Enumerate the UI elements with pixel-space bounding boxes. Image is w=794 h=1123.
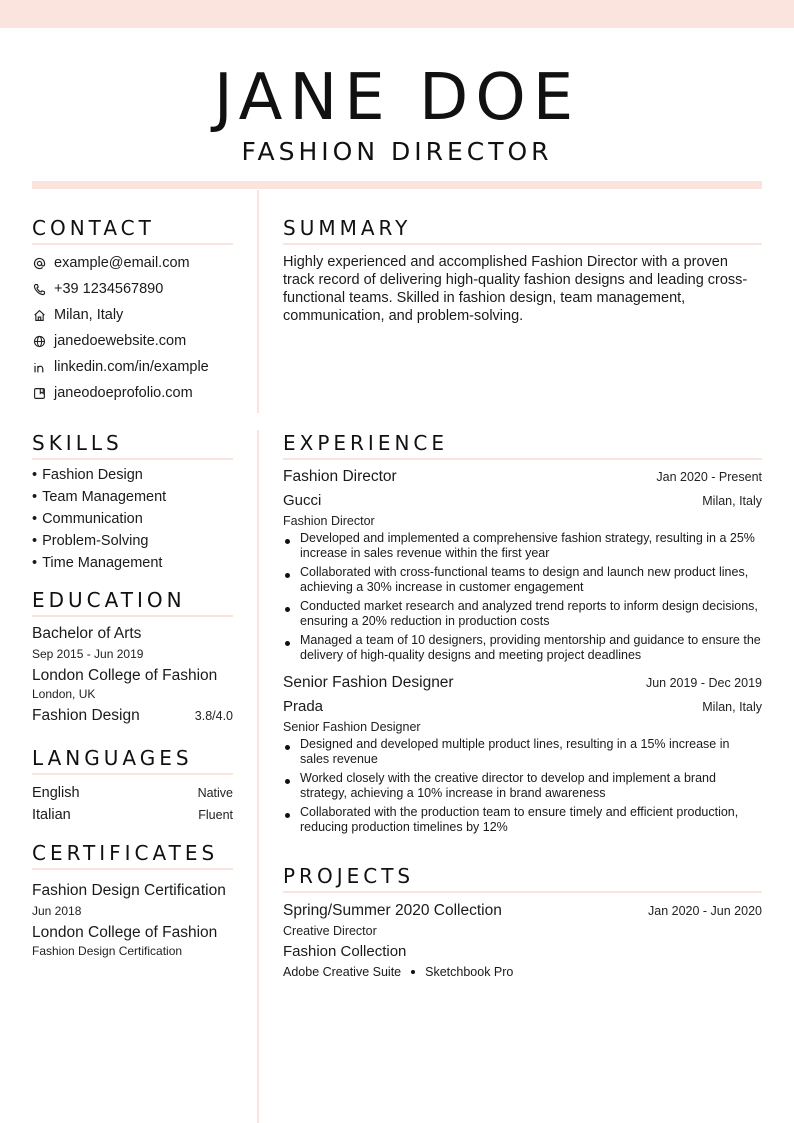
project-tool: Adobe Creative Suite (283, 965, 402, 979)
at-icon (32, 256, 46, 270)
summary-heading: SUMMARY (283, 215, 762, 245)
column-divider-bottom (257, 430, 259, 1123)
contact-website[interactable]: janedoewebsite.com (32, 328, 233, 354)
contact-section (32, 215, 233, 406)
tool-separator (411, 970, 415, 974)
skill-item: • Team Management (32, 486, 233, 508)
job-location: Milan, Italy (702, 494, 762, 508)
linkedin-icon (32, 360, 46, 374)
skill-item: • Time Management (32, 552, 233, 574)
languages-heading: LANGUAGES (32, 745, 233, 775)
phone-icon (32, 282, 46, 296)
skills-heading: SKILLS (32, 430, 233, 460)
experience-entry (283, 467, 762, 663)
summary-section (283, 215, 762, 325)
education-location: London, UK (32, 687, 96, 701)
contact-email[interactable]: example@email.com (32, 250, 233, 276)
globe-icon (32, 334, 46, 348)
language-row: Italian Fluent (32, 807, 233, 823)
job-role: Senior Fashion Designer (283, 720, 421, 734)
project-dates: Jan 2020 - Jun 2020 (648, 904, 762, 918)
job-bullet: Managed a team of 10 designers, providing mentorship and guidance to ensure the delivery of high-quality designs and meeting project deadlines (283, 633, 762, 663)
candidate-name: JANE DOE (213, 61, 581, 135)
skill-item: • Fashion Design (32, 464, 233, 486)
project-tool: Sketchbook Pro (425, 965, 514, 979)
job-dates: Jan 2020 - Present (656, 470, 762, 484)
job-bullet: Conducted market research and analyzed trend reports to inform design decisions, ensuring a 20% reduction in production costs (283, 599, 762, 629)
projects-section (283, 863, 762, 980)
education-field: Fashion Design (32, 707, 140, 724)
experience-section (283, 430, 762, 839)
education-gpa: 3.8/4.0 (194, 709, 233, 723)
project-name: Spring/Summer 2020 Collection (283, 902, 502, 919)
contact-portfolio[interactable]: janeodoeprofolio.com (32, 380, 233, 406)
skills-section (32, 430, 233, 574)
job-company: Gucci (283, 492, 322, 509)
education-school: London College of Fashion (32, 667, 218, 684)
job-dates: Jun 2019 - Dec 2019 (645, 676, 762, 690)
contact-phone[interactable]: +39 1234567890 (32, 276, 233, 302)
education-heading: EDUCATION (32, 587, 233, 617)
column-divider-top (257, 190, 259, 413)
job-role: Fashion Director (283, 514, 375, 528)
certificate-name: Fashion Design Certification (32, 882, 226, 899)
job-title: Fashion Director (283, 468, 397, 485)
skill-item: • Communication (32, 508, 233, 530)
language-row: English Native (32, 785, 233, 801)
job-company: Prada (283, 698, 324, 715)
job-bullet: Worked closely with the creative director to develop and implement a brand strategy, achieving a 10% increase in brand awareness (283, 771, 762, 801)
projects-heading: PROJECTS (283, 863, 762, 893)
job-bullet: Collaborated with cross-functional teams to design and launch new product lines, achieving a 30% increase in customer engagement (283, 565, 762, 595)
certificates-section (32, 840, 233, 959)
job-bullet: Developed and implemented a comprehensive fashion strategy, resulting in a 25% increase in sales revenue within the first year (283, 531, 762, 561)
project-tools (283, 964, 762, 980)
contact-linkedin[interactable]: linkedin.com/in/example (32, 354, 233, 380)
job-location: Milan, Italy (702, 700, 762, 714)
job-bullet: Collaborated with the production team to ensure timely and efficient production, reducing production timelines by 12% (283, 805, 762, 835)
job-title: Senior Fashion Designer (283, 674, 454, 691)
top-accent-band (0, 0, 794, 28)
candidate-title: FASHION DIRECTOR (241, 137, 553, 166)
project-type: Fashion Collection (283, 943, 407, 960)
education-section (32, 587, 233, 726)
skill-item: • Problem-Solving (32, 530, 233, 552)
home-icon (32, 308, 46, 322)
summary-text: Highly experienced and accomplished Fashion Director with a proven track record of delivering high-quality fashion designs and leading cross-functional teams. Skilled in fashion design, team management, communication, and problem-solving. (283, 254, 748, 324)
certificates-heading: CERTIFICATES (32, 840, 233, 870)
header-divider (32, 181, 762, 189)
job-bullet: Designed and developed multiple product lines, resulting in a 15% increase in sales revenue (283, 737, 762, 767)
experience-entry (283, 673, 762, 835)
languages-section (32, 745, 233, 827)
project-role: Creative Director (283, 924, 377, 938)
contact-heading: CONTACT (32, 215, 233, 245)
contact-location: Milan, Italy (32, 302, 233, 328)
certificate-description: Fashion Design Certification (32, 944, 183, 958)
education-degree: Bachelor of Arts (32, 625, 142, 642)
certificate-date: Jun 2018 (32, 904, 82, 918)
portfolio-icon (32, 386, 46, 400)
experience-heading: EXPERIENCE (283, 430, 762, 460)
certificate-issuer: London College of Fashion (32, 924, 218, 941)
education-dates: Sep 2015 - Jun 2019 (32, 647, 144, 661)
